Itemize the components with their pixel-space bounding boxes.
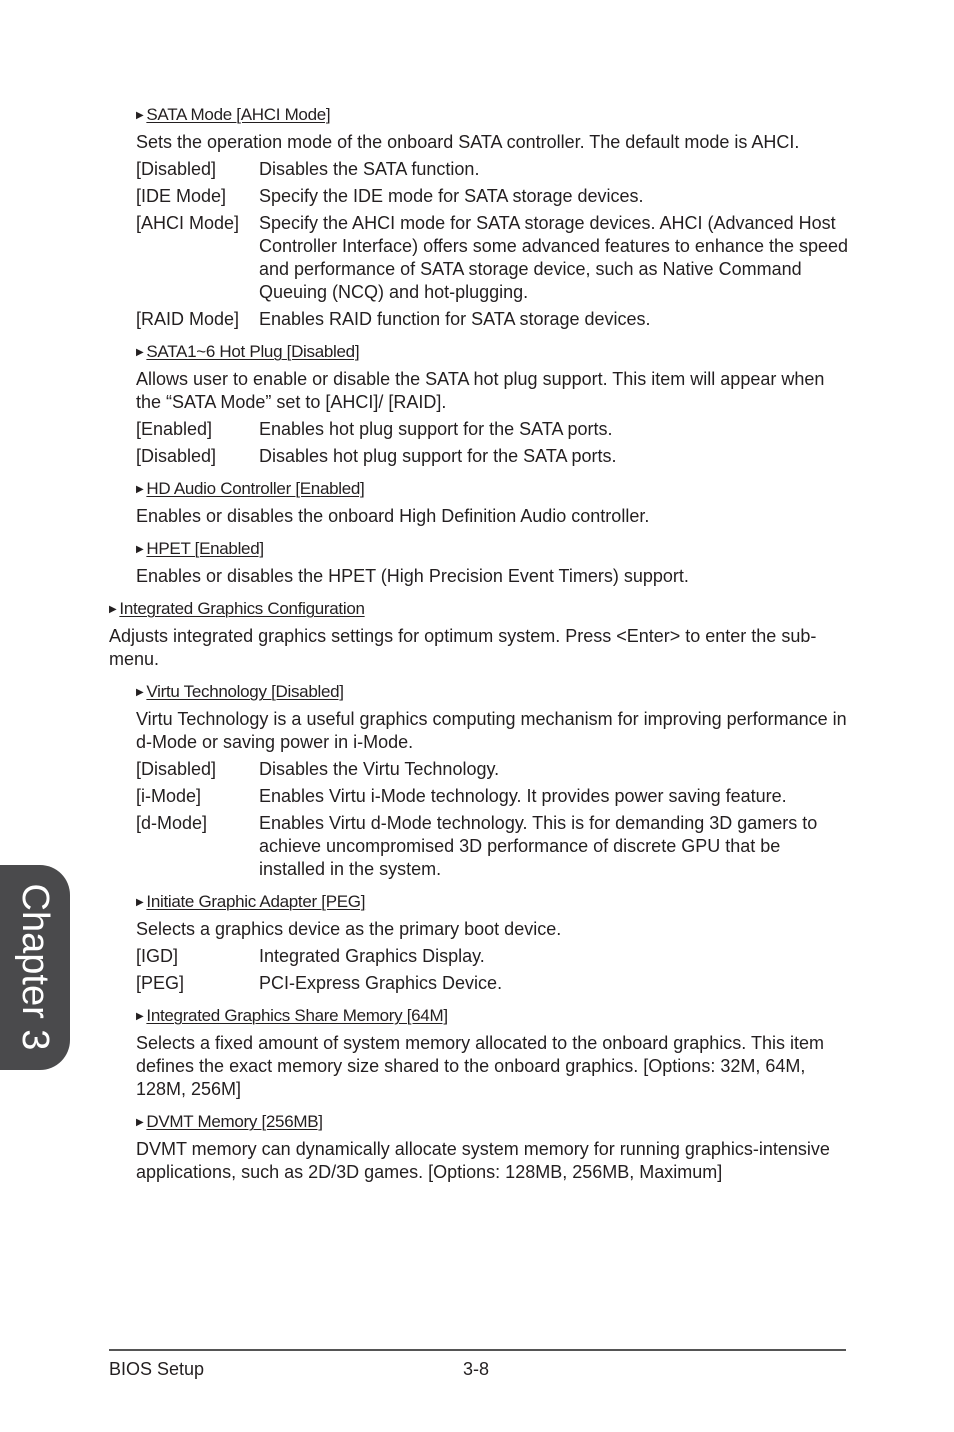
- setting-heading: [136, 341, 849, 364]
- setting-sata-hot-plug: [136, 341, 849, 468]
- option-row: [136, 812, 849, 881]
- option-value: PCI-Express Graphics Device.: [259, 973, 503, 993]
- triangle-bullet-icon: ▶: [136, 1011, 144, 1022]
- option-row: [136, 185, 849, 208]
- option-value: Enables hot plug support for the SATA ports.: [259, 419, 613, 439]
- heading-label: DVMT Memory [256MB]: [146, 1112, 323, 1131]
- setting-description: Adjusts integrated graphics settings for optimum system. Press <Enter> to enter the sub-menu.: [109, 626, 817, 669]
- option-row: [136, 758, 849, 781]
- triangle-bullet-icon: ▶: [109, 604, 117, 615]
- setting-description: Sets the operation mode of the onboard SATA controller. The default mode is AHCI.: [136, 132, 800, 152]
- option-key: [Enabled]: [136, 419, 213, 439]
- option-key: [d-Mode]: [136, 813, 208, 833]
- setting-description: Selects a fixed amount of system memory allocated to the onboard graphics. This item defines the exact memory size shared to the onboard graphics. [Options: 32M, 64M, 128M, 256M]: [136, 1033, 824, 1099]
- heading-label: HD Audio Controller [Enabled]: [146, 479, 365, 498]
- setting-description: DVMT memory can dynamically allocate system memory for running graphics-intensive applications, such as 2D/3D games. [Options: 128MB, 256MB, Maximum]: [136, 1139, 830, 1182]
- option-row: [136, 785, 849, 808]
- triangle-bullet-icon: ▶: [136, 897, 144, 908]
- footer-title: BIOS Setup: [109, 1359, 205, 1379]
- setting-heading: [136, 681, 849, 704]
- triangle-bullet-icon: ▶: [136, 347, 144, 358]
- heading-label: HPET [Enabled]: [146, 539, 264, 558]
- option-value: Disables the SATA function.: [259, 159, 480, 179]
- option-value: Specify the IDE mode for SATA storage devices.: [259, 186, 644, 206]
- option-key: [IDE Mode]: [136, 186, 227, 206]
- setting-virtu-technology: [136, 681, 849, 881]
- option-value: Disables hot plug support for the SATA ports.: [259, 446, 617, 466]
- option-key: [Disabled]: [136, 446, 217, 466]
- setting-heading: [109, 598, 849, 621]
- option-row: [136, 158, 849, 181]
- triangle-bullet-icon: ▶: [136, 484, 144, 495]
- option-row: [136, 972, 849, 995]
- setting-hd-audio: [136, 478, 849, 528]
- footer-divider: [109, 1349, 846, 1351]
- setting-integrated-graphics-configuration: [109, 598, 849, 671]
- setting-heading: [136, 891, 849, 914]
- option-key: [PEG]: [136, 973, 185, 993]
- option-key: [RAID Mode]: [136, 309, 240, 329]
- option-row: [136, 418, 849, 441]
- option-key: [Disabled]: [136, 759, 217, 779]
- option-value: Integrated Graphics Display.: [259, 946, 485, 966]
- heading-label: Integrated Graphics Configuration: [119, 599, 365, 618]
- page-number: 3-8: [463, 1359, 490, 1379]
- option-key: [i-Mode]: [136, 786, 202, 806]
- option-row: [136, 212, 849, 304]
- option-value: Disables the Virtu Technology.: [259, 759, 500, 779]
- setting-share-memory: [136, 1005, 849, 1101]
- option-row: [136, 308, 849, 331]
- setting-description: Enables or disables the HPET (High Precision Event Timers) support.: [136, 566, 689, 586]
- option-value: Enables RAID function for SATA storage devices.: [259, 309, 651, 329]
- setting-description: Allows user to enable or disable the SATA hot plug support. This item will appear when the “SATA Mode” set to [AHCI]/ [RAID].: [136, 369, 825, 412]
- option-value: Specify the AHCI mode for SATA storage devices. AHCI (Advanced Host Controller Interface) offers some advanced features to enhance the speed and performance of SATA storage device, such as Native Command Queuing (NCQ) and hot-plugging.: [259, 213, 849, 302]
- option-key: [AHCI Mode]: [136, 213, 240, 233]
- triangle-bullet-icon: ▶: [136, 1117, 144, 1128]
- option-value: Enables Virtu d-Mode technology. This is for demanding 3D gamers to achieve uncompromised 3D performance of discrete GPU that be installed in the system.: [259, 813, 818, 879]
- triangle-bullet-icon: ▶: [136, 687, 144, 698]
- heading-label: SATA1~6 Hot Plug [Disabled]: [146, 342, 360, 361]
- heading-label: Initiate Graphic Adapter [PEG]: [146, 892, 366, 911]
- setting-description: Virtu Technology is a useful graphics computing mechanism for improving performance in d-Mode or saving power in i-Mode.: [136, 709, 847, 752]
- setting-heading: [136, 1005, 849, 1028]
- setting-heading: [136, 538, 849, 561]
- page-content: [109, 104, 849, 1194]
- heading-label: Virtu Technology [Disabled]: [146, 682, 344, 701]
- setting-description: Enables or disables the onboard High Definition Audio controller.: [136, 506, 650, 526]
- option-row: [136, 945, 849, 968]
- setting-sata-mode: [136, 104, 849, 331]
- setting-heading: [136, 1111, 849, 1134]
- chapter-label: Chapter 3: [14, 883, 56, 1051]
- option-key: [Disabled]: [136, 159, 217, 179]
- heading-label: Integrated Graphics Share Memory [64M]: [146, 1006, 448, 1025]
- heading-label: SATA Mode [AHCI Mode]: [146, 105, 331, 124]
- setting-hpet: [136, 538, 849, 588]
- triangle-bullet-icon: ▶: [136, 110, 144, 121]
- option-row: [136, 445, 849, 468]
- setting-heading: [136, 478, 849, 501]
- setting-initiate-graphic-adapter: [136, 891, 849, 995]
- setting-heading: [136, 104, 849, 127]
- option-key: [IGD]: [136, 946, 179, 966]
- option-value: Enables Virtu i-Mode technology. It provides power saving feature.: [259, 786, 787, 806]
- triangle-bullet-icon: ▶: [136, 544, 144, 555]
- setting-description: Selects a graphics device as the primary boot device.: [136, 919, 562, 939]
- chapter-tab: [0, 865, 70, 1070]
- setting-dvmt-memory: [136, 1111, 849, 1184]
